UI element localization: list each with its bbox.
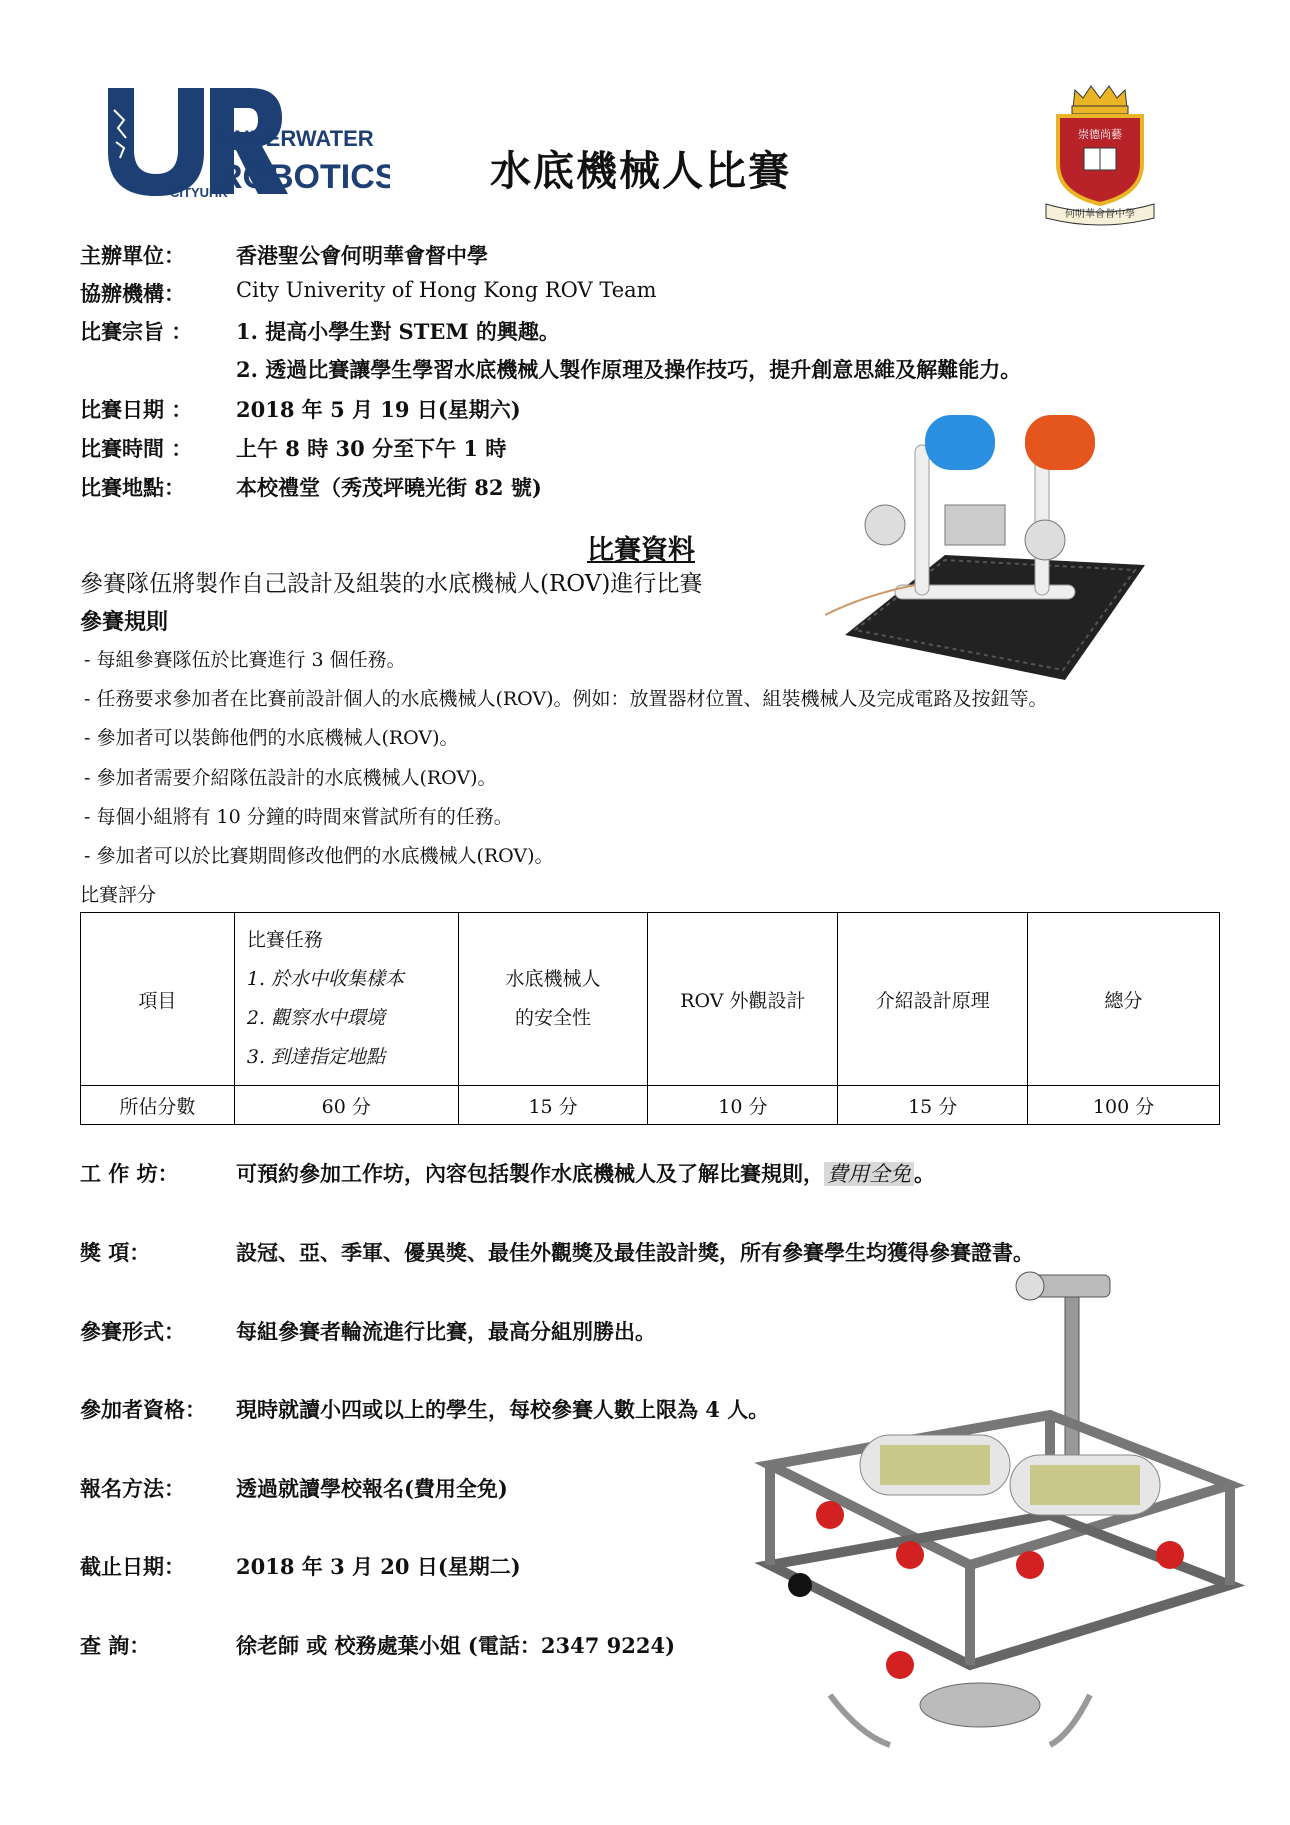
rule-item: - 每組參賽隊伍於比賽進行 3 個任務。 <box>84 649 406 671</box>
awards-row <box>80 1237 1034 1267</box>
row-label: 所佔分數 <box>81 1086 235 1125</box>
scoring-table <box>80 912 1220 1125</box>
deadline-row <box>80 1551 521 1581</box>
enquiry-row <box>80 1630 675 1660</box>
score-cell: 60 分 <box>234 1086 458 1125</box>
awards-value: 設冠、亞、季軍、優異獎、最佳外觀獎及最佳設計獎，所有參賽學生均獲得參賽證書。 <box>236 1240 1034 1265</box>
workshop-label: 工 作 坊： <box>80 1161 179 1186</box>
info-label: 比賽時間 ： <box>80 436 193 461</box>
info-organizer <box>80 240 488 270</box>
info-venue <box>80 472 542 502</box>
info-value: 2018 年 5 月 19 日(星期六) <box>236 397 521 422</box>
score-cell: 15 分 <box>838 1086 1028 1125</box>
format-label: 參賽形式： <box>80 1319 185 1344</box>
task-item: 2. 觀察水中環境 <box>246 1007 386 1029</box>
registration-row <box>80 1473 508 1503</box>
info-co-organizer <box>80 278 657 308</box>
info-time <box>80 433 507 463</box>
info-date <box>80 394 521 424</box>
workshop-tail: 。 <box>914 1161 935 1186</box>
underwater-robotics-logo <box>100 80 390 200</box>
info-value: 本校禮堂（秀茂坪曉光街 82 號) <box>236 475 542 500</box>
rule-item: - 參加者可以於比賽期間修改他們的水底機械人(ROV)。 <box>84 845 554 867</box>
table-header-row <box>81 913 1220 1086</box>
scoring-title: 比賽評分 <box>80 884 157 906</box>
score-cell: 100 分 <box>1028 1086 1220 1125</box>
deadline-value: 2018 年 3 月 20 日(星期二) <box>236 1554 521 1579</box>
info-value: 上午 8 時 30 分至下午 1 時 <box>236 436 507 461</box>
eligibility-row <box>80 1394 769 1424</box>
eligibility-value: 現時就讀小四或以上的學生，每校參賽人數上限為 4 人。 <box>236 1397 770 1422</box>
rule-item: - 參加者需要介紹隊伍設計的水底機械人(ROV)。 <box>84 767 497 789</box>
info-value: 2. 透過比賽讓學生學習水底機械人製作原理及操作技巧，提升創意思維及解難能力。 <box>236 357 1022 382</box>
info-label: 比賽日期 ： <box>80 397 193 422</box>
enquiry-label: 查 詢： <box>80 1633 151 1658</box>
score-cell: 15 分 <box>458 1086 648 1125</box>
col-task-title: 比賽任務 <box>246 929 323 951</box>
col-safety-line2: 的安全性 <box>515 1007 592 1029</box>
info-value: 香港聖公會何明華會督中學 <box>236 243 488 268</box>
info-label: 協辦機構： <box>80 281 185 306</box>
logo-line2: ROBOTICS <box>218 158 390 196</box>
info-objective-2 <box>80 354 1022 382</box>
workshop-value: 可預約參加工作坊，內容包括製作水底機械人及了解比賽規則， <box>236 1161 824 1186</box>
logo-sub: CITYUHK <box>170 185 228 200</box>
info-label: 比賽地點： <box>80 475 185 500</box>
eligibility-label: 參加者資格： <box>80 1397 206 1422</box>
col-tasks <box>234 913 458 1086</box>
school-crest-logo <box>1040 80 1160 230</box>
info-label: 主辦單位： <box>80 243 185 268</box>
workshop-row <box>80 1158 935 1188</box>
workshop-highlight: 費用全免 <box>824 1162 914 1186</box>
col-safety-line1: 水底機械人 <box>505 968 601 990</box>
task-item: 3. 到達指定地點 <box>246 1046 386 1068</box>
col-intro: 介紹設計原理 <box>838 913 1028 1086</box>
info-value: City Univerity of Hong Kong ROV Team <box>236 278 657 302</box>
task-item: 1. 於水中收集樣本 <box>246 968 405 990</box>
rule-item: - 任務要求參加者在比賽前設計個人的水底機械人(ROV)。例如：放置器材位置、組裝機械人及完成電路及按鈕等。 <box>84 688 1048 710</box>
rule-item: - 每個小組將有 10 分鐘的時間來嘗試所有的任務。 <box>84 806 513 828</box>
rule-item: - 參加者可以裝飾他們的水底機械人(ROV)。 <box>84 727 459 749</box>
rov-render-image <box>710 1265 1250 1755</box>
info-value: 1. 提高小學生對 STEM 的興趣。 <box>236 319 560 344</box>
score-cell: 10 分 <box>648 1086 838 1125</box>
section-title: 比賽資料 <box>587 535 695 566</box>
table-row <box>81 1086 1220 1125</box>
rov-photo <box>825 405 1155 680</box>
format-value: 每組參賽者輪流進行比賽，最高分組別勝出。 <box>236 1319 656 1344</box>
enquiry-value: 徐老師 或 校務處葉小姐 (電話：2347 9224) <box>236 1633 676 1658</box>
registration-value: 透過就讀學校報名(費用全免) <box>236 1476 508 1501</box>
page-title: 水底機械人比賽 <box>490 147 791 195</box>
registration-label: 報名方法： <box>80 1476 185 1501</box>
crest-motto: 崇德尚藝 <box>1078 128 1122 141</box>
info-objective-1 <box>80 316 560 346</box>
deadline-label: 截止日期： <box>80 1554 185 1579</box>
intro-text: 參賽隊伍將製作自己設計及組裝的水底機械人(ROV)進行比賽 <box>80 571 703 597</box>
col-safety <box>458 913 648 1086</box>
col-item: 項目 <box>81 913 235 1086</box>
awards-label: 獎 項： <box>80 1240 151 1265</box>
col-total: 總分 <box>1028 913 1220 1086</box>
col-design: ROV 外觀設計 <box>648 913 838 1086</box>
logo-line1: UNDERWATER <box>218 126 374 151</box>
crest-ribbon: 何明華會督中學 <box>1065 209 1135 220</box>
info-label: 比賽宗旨 ： <box>80 319 193 344</box>
rules-title: 參賽規則 <box>80 609 169 635</box>
format-row <box>80 1316 656 1346</box>
